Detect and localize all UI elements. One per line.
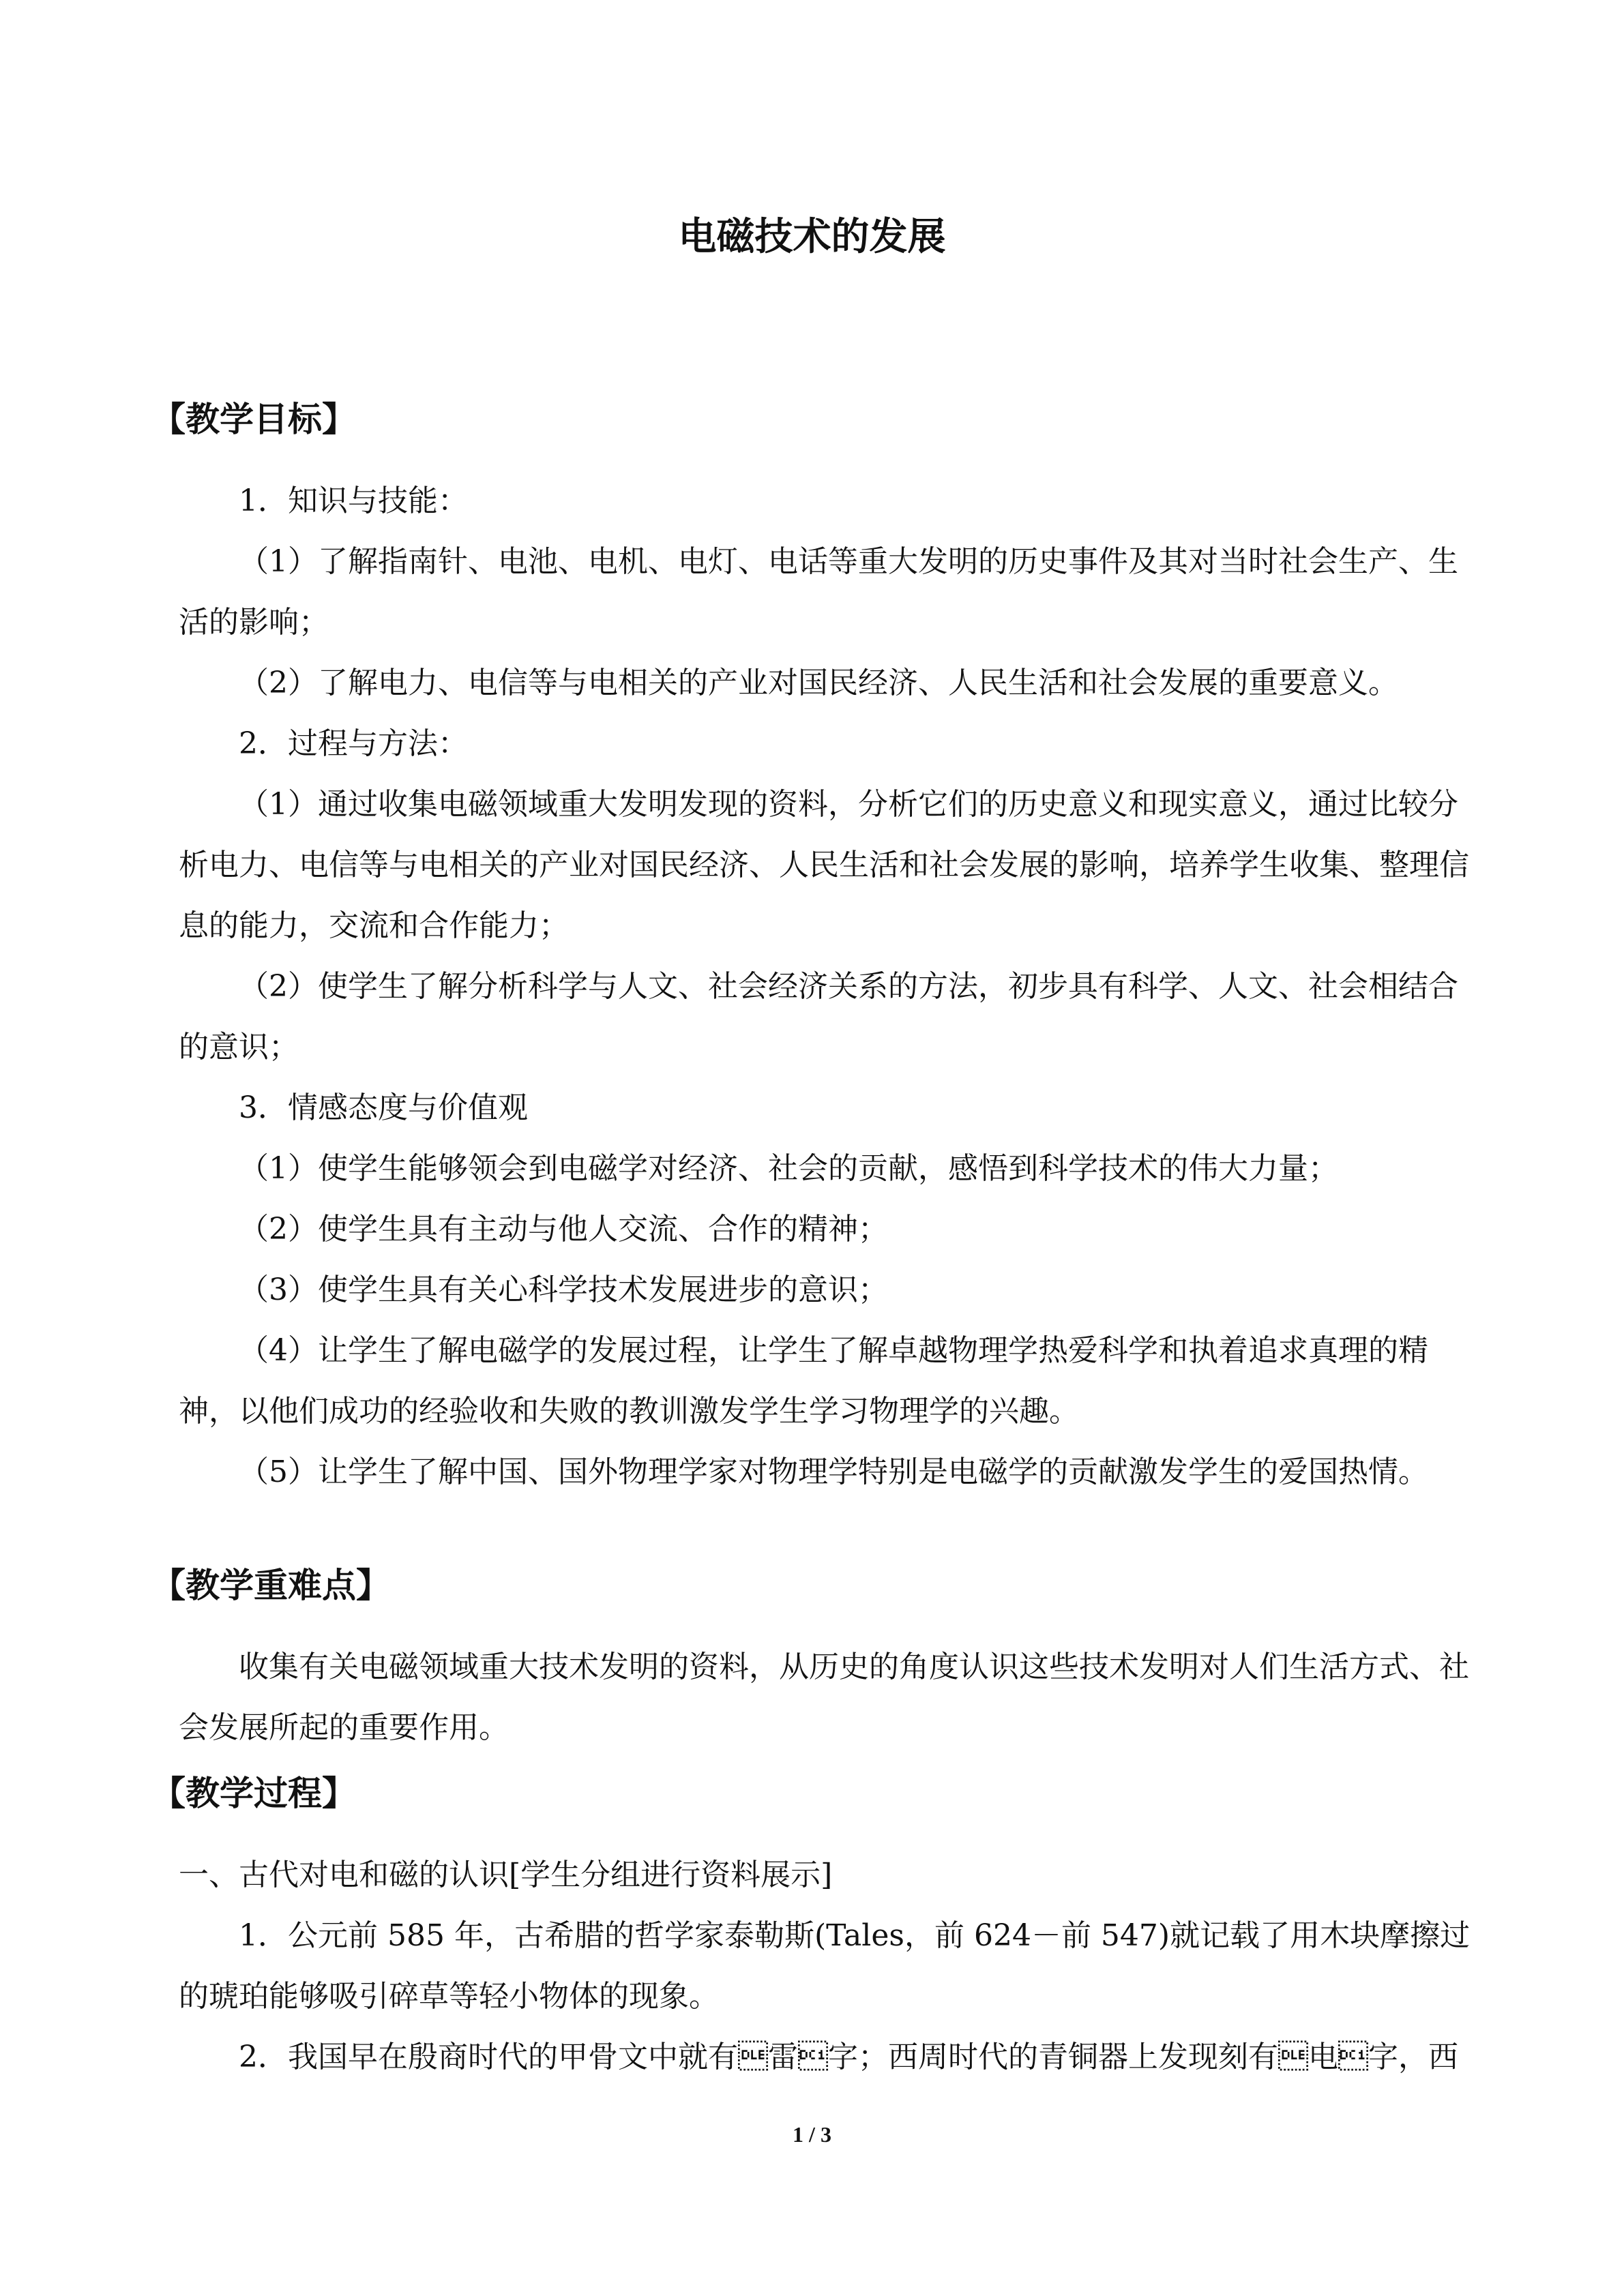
paragraph: 2．我国早在殷商时代的甲骨文中就有雷字；西周时代的青铜器上发现刻有电字，西 xyxy=(239,2040,1458,2074)
paragraph: 1．知识与技能： xyxy=(239,483,468,518)
paragraph: （2）使学生具有主动与他人交流、合作的精神； xyxy=(239,1212,888,1247)
paragraph: （1）通过收集电磁领域重大发明发现的资料，分析它们的历史意义和现实意义，通过比较分析电力、电信等与电相关的产业对国民经济、人民生活和社会发展的影响，培养学生收集、整理信息的能力，交流和合作能力； xyxy=(179,787,1469,943)
section-heading-teaching-process: 【教学过程】 xyxy=(151,1774,356,1813)
paragraph: （2）使学生了解分析科学与人文、社会经济关系的方法，初步具有科学、人文、社会相结合的意识； xyxy=(179,969,1458,1064)
section-heading-key-points: 【教学重难点】 xyxy=(151,1566,390,1605)
paragraph: （5）让学生了解中国、国外物理学家对物理学特别是电磁学的贡献激发学生的爱国热情。 xyxy=(239,1455,1428,1489)
paragraph: （1）使学生能够领会到电磁学对经济、社会的贡献，感悟到科学技术的伟大力量； xyxy=(239,1151,1338,1186)
section-heading-teaching-goals: 【教学目标】 xyxy=(151,400,356,439)
paragraph: （1）了解指南针、电池、电机、电灯、电话等重大发明的历史事件及其对当时社会生产、生活的影响； xyxy=(179,544,1458,640)
paragraph: （4）让学生了解电磁学的发展过程，让学生了解卓越物理学热爱科学和执着追求真理的精神，以他们成功的经验收和失败的教训激发学生学习物理学的兴趣。 xyxy=(179,1333,1428,1429)
page-number: 1 / 3 xyxy=(793,2122,831,2147)
paragraph: 1．公元前 585 年，古希腊的哲学家泰勒斯(Tales，前 624－前 547)就记载了用木块摩擦过的琥珀能够吸引碎草等轻小物体的现象。 xyxy=(179,1918,1471,2014)
paragraph: （2）了解电力、电信等与电相关的产业对国民经济、人民生活和社会发展的重要意义。 xyxy=(239,666,1398,700)
paragraph: 一、古代对电和磁的认识[学生分组进行资料展示] xyxy=(179,1858,833,1892)
page-title: 电磁技术的发展 xyxy=(678,215,946,259)
paragraph: （3）使学生具有关心科学技术发展进步的意识； xyxy=(239,1272,888,1307)
paragraph: 2．过程与方法： xyxy=(239,726,468,761)
paragraph: 收集有关电磁领域重大技术发明的资料，从历史的角度认识这些技术发明对人们生活方式、社会发展所起的重要作用。 xyxy=(179,1650,1469,1745)
paragraph: 3．情感态度与价值观 xyxy=(239,1090,528,1125)
